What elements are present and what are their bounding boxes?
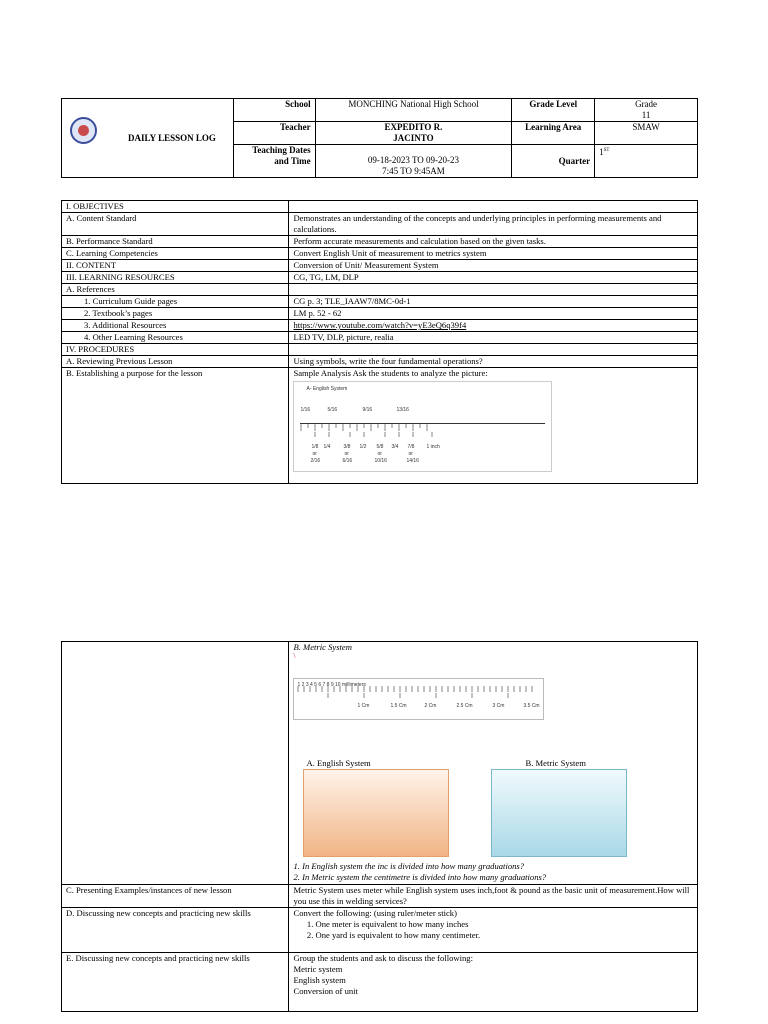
list-item: 1. One meter is equivalent to how many inches	[315, 919, 693, 930]
row-label-curriculum-guide: 1. Curriculum Guide pages	[62, 296, 289, 308]
table-row	[62, 272, 698, 284]
metric-ruler-figure	[293, 678, 544, 720]
row-label-objectives: I. OBJECTIVES	[62, 201, 289, 213]
row-value: LM p. 52 - 62	[289, 308, 698, 320]
row-label-textbook-pages: 2. Textbook’s pages	[62, 308, 289, 320]
table-row	[62, 201, 698, 213]
list-item: English system	[293, 975, 346, 985]
quarter-suffix: ST	[603, 148, 610, 153]
table-row	[62, 368, 698, 484]
row-label-discussing-concepts-d: D. Discussing new concepts and practicing new skills	[62, 908, 289, 953]
sample-analysis-text: Sample Analysis Ask the students to analyze the picture:	[293, 368, 488, 378]
caption-metric-system: B. Metric System	[525, 758, 586, 768]
tick-label: 6/16	[342, 458, 353, 464]
teacher-value	[315, 122, 512, 145]
row-label-reviewing: A. Reviewing Previous Lesson	[62, 356, 289, 368]
row-label-procedures: IV. PROCEDURES	[62, 344, 289, 356]
tick-label: 5/16	[327, 407, 338, 413]
tick-label: 1 inch	[426, 444, 440, 450]
teacher-value-line1: EXPEDITO R.	[384, 122, 443, 132]
list-item: 2. One yard is equivalent to how many centimeter.	[315, 930, 693, 941]
row-value: Perform accurate measurements and calculation based on the given tasks.	[289, 236, 698, 248]
grade-value-line2: 11	[641, 110, 651, 120]
list-item: Conversion of unit	[293, 986, 358, 996]
metric-ruler-ticks	[297, 686, 539, 702]
table-row	[62, 260, 698, 272]
cm-label: 3.5 Cm	[523, 703, 540, 709]
tick-label: 1/16	[300, 407, 311, 413]
table-row	[62, 213, 698, 236]
header-title-cell	[62, 99, 234, 178]
row-label-empty	[62, 642, 289, 885]
row-label-references: A. References	[62, 284, 289, 296]
or-label: or	[377, 451, 382, 457]
row-label-presenting-examples: C. Presenting Examples/instances of new lesson	[62, 885, 289, 908]
dates-label-line2: and Time	[274, 156, 311, 166]
tick-label: 13/16	[396, 407, 409, 413]
table-row	[62, 248, 698, 260]
row-label-additional-resources: 3. Additional Resources	[62, 320, 289, 332]
or-label: or	[408, 451, 413, 457]
or-label: or	[344, 451, 349, 457]
mm-label: 1 2 3 4 5 6 7 8 9 10 millimeters	[297, 682, 366, 688]
dates-value-line2: 7:45 TO 9:45AM	[382, 166, 445, 176]
table-row	[62, 236, 698, 248]
group-instruction: Group the students and ask to discuss the following:	[293, 953, 473, 963]
school-label: School	[233, 99, 315, 122]
cm-label: 2.5 Cm	[456, 703, 473, 709]
row-value	[289, 344, 698, 356]
table-row	[62, 308, 698, 320]
grade-value-line1: Grade	[635, 99, 658, 109]
school-value: MONCHING National High School	[315, 99, 512, 122]
convert-list	[293, 919, 693, 941]
tick-label: 3/8	[343, 444, 351, 450]
header-table	[61, 98, 698, 178]
grade-label: Grade Level	[512, 99, 595, 122]
row-value: Using symbols, write the four fundamental operations?	[289, 356, 698, 368]
row-label-performance-standard: B. Performance Standard	[62, 236, 289, 248]
metric-system-cell	[289, 642, 698, 885]
header-title: DAILY LESSON LOG	[128, 132, 216, 143]
row-value: Metric System uses meter while English system uses inch,foot & pound as the basic unit of measurement.How will you use this in welding services?	[289, 885, 698, 908]
english-figure-title: A- English System	[306, 386, 348, 392]
row-value: CG p. 3; TLE_IAAW7/8MC-0d-1	[289, 296, 698, 308]
dates-value-line1: 09-18-2023 TO 09-20-23	[367, 155, 460, 165]
row-value: Demonstrates an understanding of the concepts and underlying principles in performing measurements and calculations.	[289, 213, 698, 236]
table-row	[62, 908, 698, 953]
row-value: LED TV, DLP, picture, realia	[289, 332, 698, 344]
row-label-content-standard: A. Content Standard	[62, 213, 289, 236]
table-row	[62, 296, 698, 308]
row-label-content: II. CONTENT	[62, 260, 289, 272]
tick-label: 3/4	[391, 444, 399, 450]
tick-label: 2/16	[310, 458, 321, 464]
row-value: CG, TG, LM, DLP	[289, 272, 698, 284]
area-value: SMAW	[595, 122, 698, 145]
convert-instruction: Convert the following: (using ruler/meter stick)	[293, 908, 457, 918]
tick-label: 5/8	[376, 444, 384, 450]
tick-label: 10/16	[374, 458, 387, 464]
row-value-e	[289, 953, 698, 1012]
table-row	[62, 642, 698, 885]
quarter-label: Quarter	[512, 145, 595, 178]
table-row	[62, 284, 698, 296]
tick-label: 1/4	[323, 444, 331, 450]
cm-label: 3 Cm	[492, 703, 505, 709]
row-value	[289, 201, 698, 213]
red-mark: \	[293, 652, 296, 660]
row-value: Convert English Unit of measurement to metrics system	[289, 248, 698, 260]
dates-value	[315, 145, 512, 178]
deped-seal-logo	[70, 117, 97, 144]
table-row	[62, 320, 698, 332]
cm-label: 1.5 Cm	[390, 703, 407, 709]
row-value-establishing-purpose	[289, 368, 698, 484]
table-row	[62, 953, 698, 1012]
list-item: Metric system	[293, 964, 343, 974]
tick-label: 14/16	[406, 458, 419, 464]
teacher-value-line2: JACINTO	[393, 133, 434, 143]
caption-english-system: A. English System	[306, 758, 371, 768]
dates-label	[233, 145, 315, 178]
row-value	[289, 284, 698, 296]
grade-value	[595, 99, 698, 122]
teacher-label: Teacher	[233, 122, 315, 145]
tick-label: 1/2	[359, 444, 367, 450]
quarter-number: 1	[599, 147, 604, 157]
or-label: or	[312, 451, 317, 457]
question-2: 2. In Metric system the centimetre is divided into how many graduations?	[293, 872, 547, 882]
metric-heading: B. Metric System	[293, 642, 352, 652]
tick-label: 7/8	[407, 444, 415, 450]
row-label-establishing-purpose: B. Establishing a purpose for the lesson	[62, 368, 289, 484]
table-row	[62, 356, 698, 368]
row-label-learning-competencies: C. Learning Competencies	[62, 248, 289, 260]
question-1: 1. In English system the inc is divided into how many graduations?	[293, 861, 525, 871]
tick-label: 1/8	[311, 444, 319, 450]
youtube-link[interactable]: https://www.youtube.com/watch?v=yE3eQ6q39f4	[289, 320, 698, 332]
table-row	[62, 885, 698, 908]
quarter-value	[595, 145, 698, 178]
row-label-learning-resources: III. LEARNING RESOURCES	[62, 272, 289, 284]
lesson-table-continued	[61, 641, 698, 1012]
table-row	[62, 332, 698, 344]
cm-label: 2 Cm	[424, 703, 437, 709]
tick-label: 9/16	[362, 407, 373, 413]
cm-label: 1 Cm	[357, 703, 370, 709]
row-label-other-resources: 4. Other Learning Resources	[62, 332, 289, 344]
english-ruler-figure	[293, 381, 552, 472]
english-ruler-ticks	[300, 423, 545, 441]
dates-label-line1: Teaching Dates	[252, 145, 311, 155]
table-row	[62, 344, 698, 356]
row-value: Conversion of Unit/ Measurement System	[289, 260, 698, 272]
row-value-d	[289, 908, 698, 953]
metric-system-image	[491, 769, 627, 857]
lesson-table	[61, 200, 698, 484]
row-label-discussing-concepts-e: E. Discussing new concepts and practicing new skills	[62, 953, 289, 1012]
area-label: Learning Area	[512, 122, 595, 145]
english-system-image	[303, 769, 449, 857]
